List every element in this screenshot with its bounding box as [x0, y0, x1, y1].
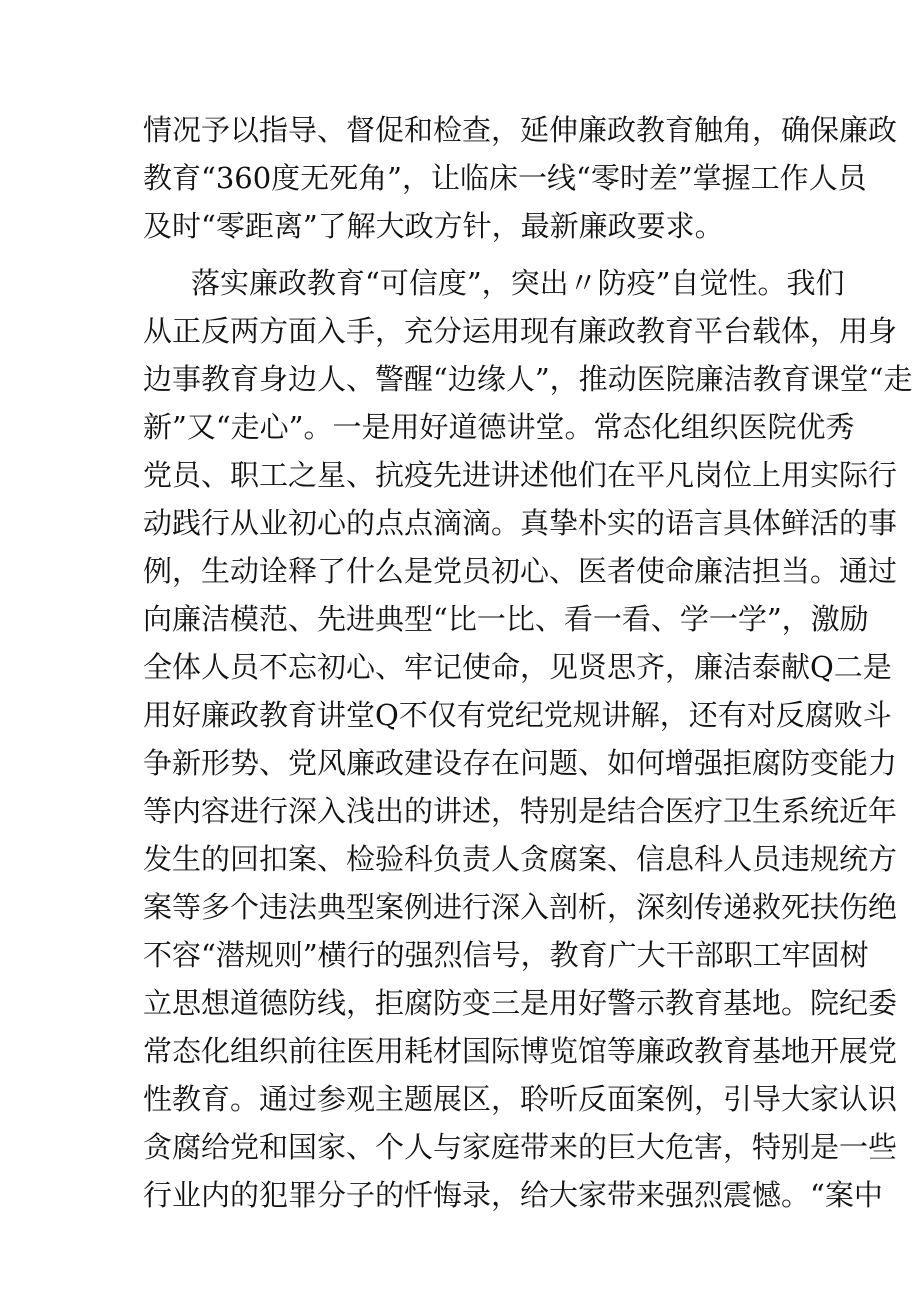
text-line: 动践行从业初心的点点滴滴。真挚朴实的语言具体鲜活的事: [143, 506, 898, 540]
text-line: 贪腐给党和国家、个人与家庭带来的巨大危害，特别是一些: [143, 1130, 898, 1164]
text-line: 全体人员不忘初心、牢记使命，见贤思齐，廉洁泰献Q二是: [143, 650, 892, 684]
text-line: 教育“360度无死角”，让临床一线“零时差”掌握工作人员: [143, 161, 867, 195]
text-line: 例，生动诠释了什么是党员初心、医者使命廉洁担当。通过: [143, 554, 898, 588]
text-line: 边事教育身边人、警醒“边缘人”，推动医院廉洁教育课堂“走: [143, 362, 913, 396]
text-line: 落实廉政教育“可信度”，突出〃防疫”自觉性。我们: [191, 266, 845, 300]
text-line: 用好廉政教育讲堂Q不仅有党纪党规讲解，还有对反腐败斗: [143, 698, 892, 732]
text-line: 行业内的犯罪分子的忏悔录，给大家带来强烈震憾。“案中: [143, 1178, 883, 1212]
text-line: 党员、职工之星、抗疫先进讲述他们在平凡岗位上用实际行: [143, 458, 898, 492]
text-line: 向廉洁模范、先进典型“比一比、看一看、学一学”，激励: [143, 602, 869, 636]
text-line: 发生的回扣案、检验科负责人贪腐案、信息科人员违规统方: [143, 842, 898, 876]
text-line: 案等多个违法典型案例进行深入剖析，深刻传递救死扶伤绝: [143, 890, 898, 924]
text-line: 及时“零距离”了解大政方针，最新廉政要求。: [143, 209, 724, 243]
text-line: 从正反两方面入手，充分运用现有廉政教育平台载体，用身: [143, 314, 898, 348]
text-line: 不容“潜规则”横行的强烈信号，教育广大干部职工牢固树: [143, 938, 869, 972]
text-line: 争新形势、党风廉政建设存在问题、如何增强拒腐防变能力: [143, 746, 898, 780]
text-line: 新”又“走心”。一是用好道德讲堂。常态化组织医院优秀: [143, 410, 855, 444]
text-line: 等内容进行深入浅出的讲述，特别是结合医疗卫生系统近年: [143, 794, 898, 828]
text-line: 性教育。通过参观主题展区，聆听反面案例，引导大家认识: [143, 1082, 898, 1116]
text-line: 立思想道德防线，拒腐防变三是用好警示教育基地。院纪委: [143, 986, 898, 1020]
text-line: 常态化组织前往医用耗材国际博览馆等廉政教育基地开展党: [143, 1034, 898, 1068]
text-line: 情况予以指导、督促和检查，延伸廉政教育触角，确保廉政: [143, 113, 898, 147]
